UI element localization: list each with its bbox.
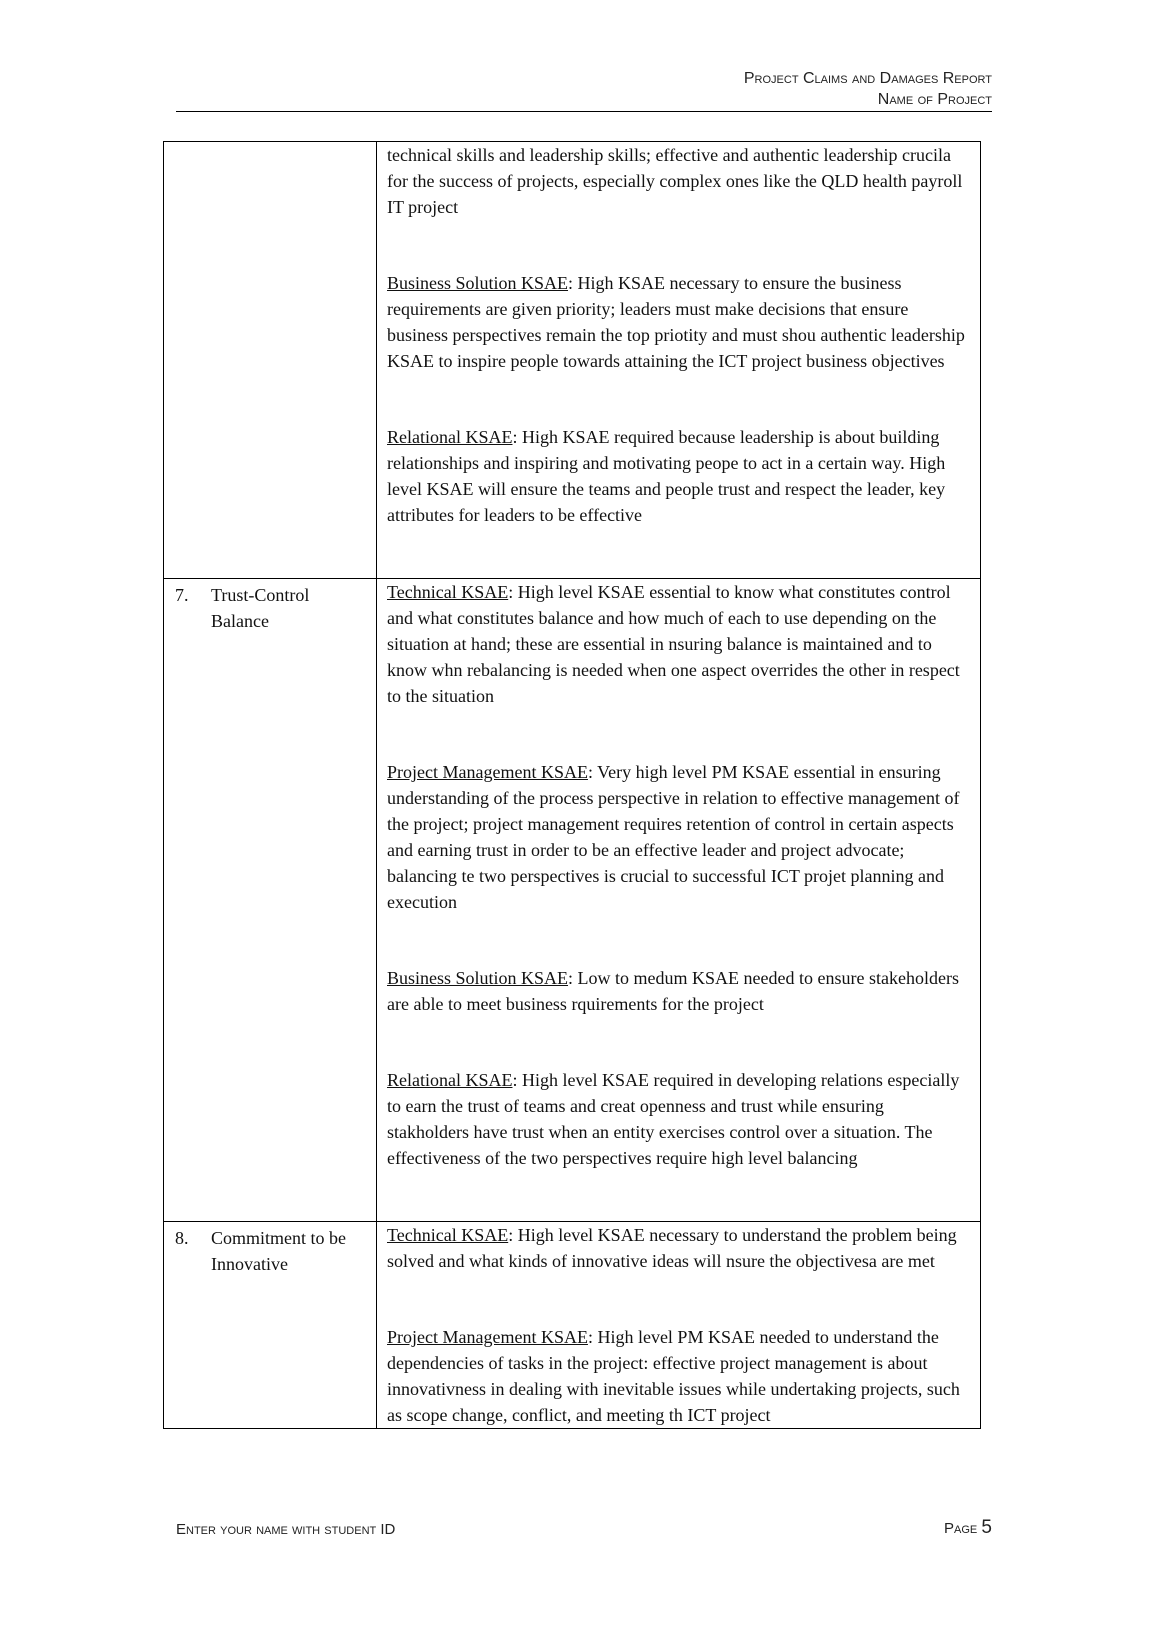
page-label: Page	[944, 1520, 978, 1537]
table-row-8	[164, 1222, 981, 1429]
paragraph-project-management: Project Management KSAE: Very high level PM KSAE essential in ensuring understanding of the process perspective in relation to effective management of the project; project management requires retention of control in certain aspects and earning trust in order to be an effective leader and project advocate; balancing te two perspectives is crucial to successful ICT projet planning and execution	[387, 762, 960, 912]
item-title: Commitment to be Innovative	[211, 1228, 346, 1274]
item-number: 7.	[175, 585, 189, 605]
paragraph-project-management: Project Management KSAE: High level PM KSAE needed to understand the dependencies of tasks in the project: effective project management is about innovativness in dealing with inevitable issues while undertaking projects, such as scope change, conflict, and meeting th ICT project	[387, 1327, 960, 1425]
paragraph-business-solution: Business Solution KSAE: Low to medum KSAE needed to ensure stakeholders are able to meet business rquirements for the project	[387, 968, 959, 1014]
paragraph-technical: Technical KSAE: High level KSAE essential to know what constitutes control and what constitutes balance and how much of each to use depending on the situation at hand; these are essential in nsuring balance is maintained and to know whn rebalancing is needed when one aspect overrides the other in respect to the situation	[387, 582, 960, 706]
paragraph-relational: Relational KSAE: High level KSAE required in developing relations especially to earn the trust of teams and creat openness and trust while ensuring stakholders have trust when an entity exercises control over a situation. The effectiveness of the two perspectives require high level balancing	[387, 1070, 960, 1168]
description-cell	[377, 142, 981, 579]
item-number: 8.	[175, 1228, 189, 1248]
ksae-label: Project Management KSAE	[387, 762, 588, 782]
footer-page	[944, 1517, 992, 1539]
page-header	[176, 68, 992, 110]
report-title: Project Claims and Damages Report	[743, 70, 992, 87]
description-cell	[377, 1222, 981, 1429]
header-divider	[176, 111, 992, 112]
ksae-label: Business Solution KSAE	[387, 968, 569, 988]
table-row-7	[164, 579, 981, 1222]
paragraph-relational: Relational KSAE: High KSAE required because leadership is about building relationships and inspiring and motivating peope to act in a certain way. High level KSAE will ensure the teams and people trust and respect the leader, key attributes for leaders to be effective	[387, 427, 946, 525]
paragraph-technical: Technical KSAE: High level KSAE necessary to understand the problem being solved and what kinds of innovative ideas will nsure the objectivesa are met	[387, 1225, 957, 1271]
ksae-label: Technical KSAE	[387, 582, 509, 602]
item-cell	[164, 579, 377, 1222]
item-title: Trust-Control Balance	[211, 585, 310, 631]
ksae-label: Business Solution KSAE	[387, 273, 569, 293]
table-row-continued	[164, 142, 981, 579]
ksae-label: Relational KSAE	[387, 427, 513, 447]
footer-student-name: Enter your name with student ID	[176, 1521, 396, 1538]
paragraph-leadership-continued: technical skills and leadership skills; effective and authentic leadership crucila for the success of projects, especially complex ones like the QLD health payroll IT project	[387, 145, 963, 217]
project-name: Name of Project	[877, 91, 992, 108]
item-cell-empty	[164, 142, 377, 579]
description-cell	[377, 579, 981, 1222]
paragraph-business-solution: Business Solution KSAE: High KSAE necessary to ensure the business requirements are given priority; leaders must make decisions that ensure business perspectives remain the top priotity and must shou authentic leadership KSAE to inspire people towards attaining the ICT project business objectives	[387, 273, 965, 371]
page-number: 5	[981, 1517, 992, 1538]
ksae-table	[163, 141, 981, 1429]
ksae-label: Relational KSAE	[387, 1070, 513, 1090]
ksae-label: Technical KSAE	[387, 1225, 509, 1245]
item-cell	[164, 1222, 377, 1429]
ksae-label: Project Management KSAE	[387, 1327, 588, 1347]
